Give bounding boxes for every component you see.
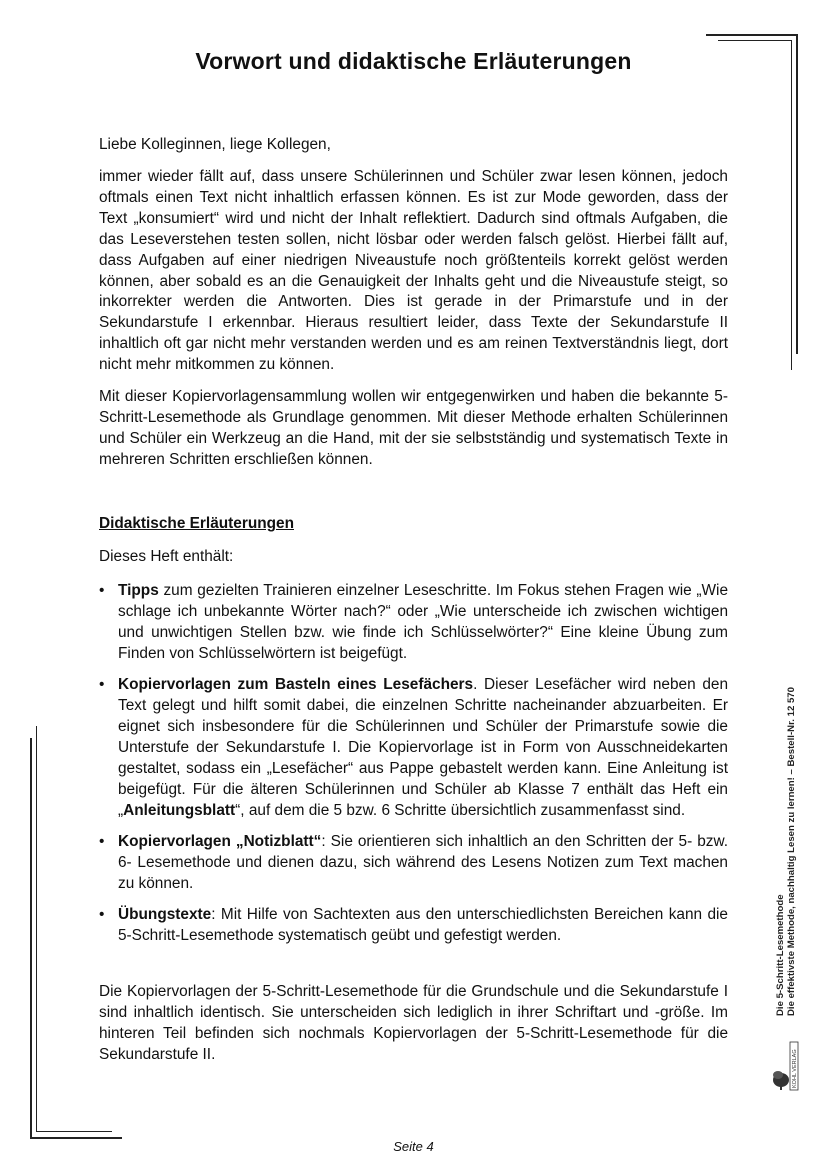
list-item-bold: Tipps [118,582,159,599]
list-item-bold: Übungstexte [118,906,212,924]
frame-top-right-inner-h [718,40,792,41]
list-item-notizblatt [99,832,728,895]
contents-intro: Dieses Heft enthält: [99,548,234,565]
list-item-text: . Dieser Lesefächer wird neben den Text gelegt und hilft somit dabei, die einzelnen Schritte nacheinander abzuarbeiten. Er eignet sich insbesondere für die Schülerinnen und Schüler der Primarstufe sowie die Unterstufe der Sekundarstufe I. Die Kopiervorlage ist in Form von Ausschneidekarten gestaltet, sodass ein „Lesefächer“ aus Pappe gebastelt werden kann. Eine Anleitung ist beigefügt. Für die älteren Schülerinnen und Schüler ab Klasse 7 enthält das Heft ein „ [118,676,729,819]
list-item-text: zum gezielten Trainieren einzelner Leseschritte. Im Fokus stehen Fragen wie „Wie schlage ich unbekannte Wörter nach?“ oder „Wie unterscheide ich zwischen wichtigen und unwichtigen Stellen bzw. wie finde ich Schlüsselwörter?“ Eine kleine Übung zum Finden von Schlüsselwörtern ist beigefügt. [118,582,728,662]
bullet: • [99,906,105,924]
bullet: • [99,676,105,694]
publisher-logo [770,1040,800,1092]
frame-top-right-inner-v [791,40,792,370]
list-item-lesefaecher [99,675,728,821]
contents-list [99,581,728,958]
list-item-bold: Kopiervorlagen zum Basteln eines Lesefächers [118,676,474,694]
section-heading: Didaktische Erläuterungen [99,515,294,532]
method-paragraph [99,387,728,471]
list-item-tipps [99,581,728,665]
greeting [99,135,728,156]
list-item-text: : Sie orientieren sich inhaltlich an den Schritten der 5- bzw. 6- Lesemethode und dienen dazu, sich während des Lesens Notizen zum Text machen zu können. [118,832,728,892]
frame-top-right-outer-h [706,34,798,36]
side-caption-line1: Die 5-Schritt-Lesemethode [775,894,786,1016]
side-caption-line2: Die effektivste Methode, nachhaltig Lesen zu lernen! – Bestell-Nr. 12 570 [786,687,797,1016]
intro-paragraph [99,167,728,376]
closing-paragraph: Die Kopiervorlagen der 5-Schritt-Lesemethode für die Grundschule und die Sekundarstufe I sind inhaltlich identisch. Sie unterscheiden sich lediglich in ihrer Schriftart und -größe. Im hinteren Teil befinden sich nochmals Kopiervorlagen der 5-Schritt-Lesemethode für die Sekundarstufe II. [99,983,728,1063]
list-item-uebungstexte [99,905,728,947]
side-caption [775,656,797,1016]
page-number: Seite 4 [393,1139,434,1154]
bullet: • [99,582,105,599]
greeting-text: Liebe Kolleginnen, liege Kollegen, [99,136,331,153]
list-item-text-end: “, auf dem die 5 bzw. 6 Schritte übersichtlich zusammenfasst sind. [235,801,686,819]
logo-text: KOHL VERLAG [792,1049,798,1088]
list-item-text: : Mit Hilfe von Sachtexten aus den unterschiedlichsten Bereichen kann die 5-Schritt-Lesemethode systematisch geübt und gefestigt werden. [118,906,728,945]
frame-top-right-outer-v [796,34,798,354]
method-paragraph-text: Mit dieser Kopiervorlagensammlung wollen wir entgegenwirken und haben die bekannte 5-Schritt-Lesemethode als Grundlage genommen. Mit dieser Methode erhalten Schülerinnen und Schüler ein Werkzeug an die Hand, mit der sie selbstständig und systematisch Texte in mehreren Schritten erschließen können. [99,388,728,468]
bullet: • [99,832,105,850]
tree-logo-icon [770,1040,800,1092]
frame-bottom-left-outer-v [30,738,32,1138]
frame-bottom-left-inner-h [36,1131,112,1132]
list-item-bold-inline: Anleitungsblatt [123,801,236,819]
intro-paragraph-text: immer wieder fällt auf, dass unsere Schülerinnen und Schüler zwar lesen können, jedoch oftmals einen Text nicht inhaltlich erfassen können. Es ist zur Mode geworden, dass der Text „konsumiert“ wird und nicht der Inhalt reflektiert. Dadurch sind oftmals Aufgaben, die das Leseverstehen testen sollen, nicht lösbar oder werden falsch gelöst. Hierbei fällt auf, dass Aufgaben auf einer niedrigen Niveaustufe noch größtenteils korrekt gelöst werden können, aber sobald es an die Genauigkeit der Inhalts geht und die Niveaustufe steigt, so inkorrekter werden die Antworten. Dies ist gerade in der Primarstufe und in der Sekundarstufe I erkennbar. Hieraus resultiert leider, dass Texte der Sekundarstufe II inhaltlich oft gar nicht mehr verstanden werden und es am reinen Textverständnis liegt, dort nicht mehr mitkommen zu können. [99,168,728,374]
frame-bottom-left-inner-v [36,726,37,1132]
page-title: Vorwort und didaktische Erläuterungen [195,48,632,74]
list-item-bold: Kopiervorlagen „Notizblatt“ [118,832,322,850]
